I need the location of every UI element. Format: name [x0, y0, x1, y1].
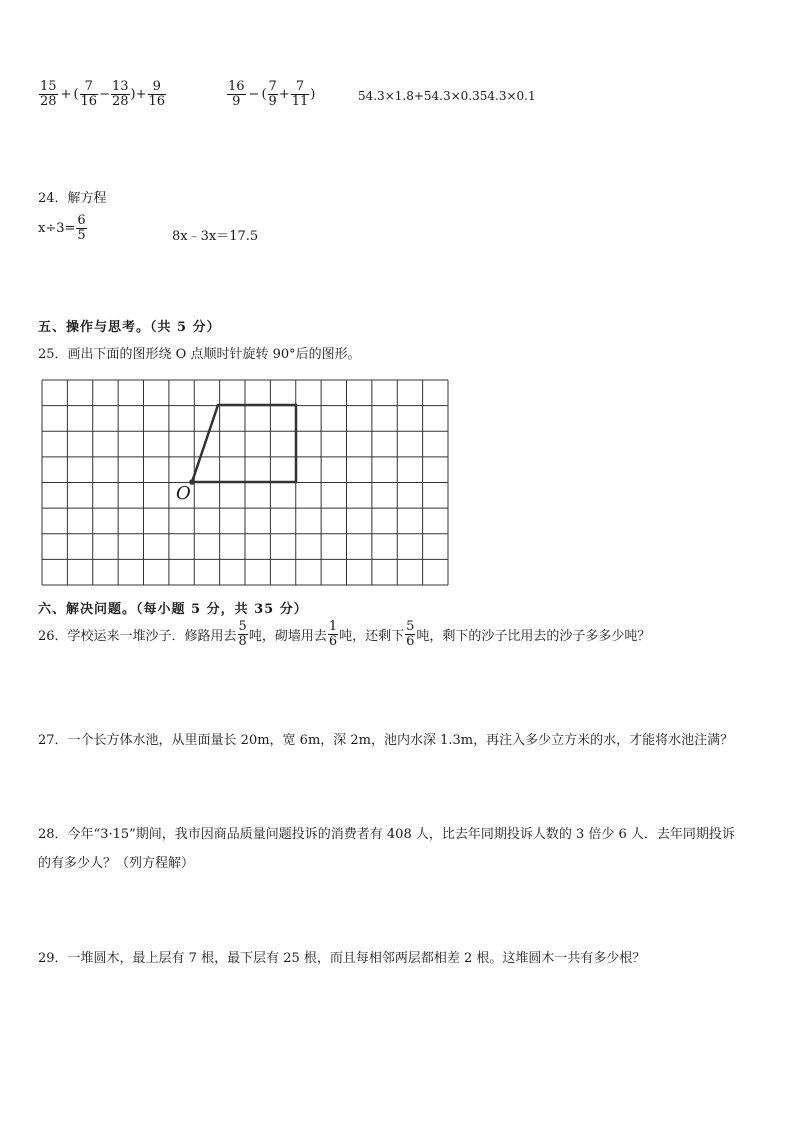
expression-3: 54.3×1.8+54.3×0.354.3×0.1	[358, 89, 536, 103]
fraction: $\frac{13}{28}$	[111, 79, 129, 110]
fraction: $\frac{7}{9}$	[268, 79, 277, 110]
fraction: $\frac{5}{6}$	[406, 619, 415, 650]
point-o-label: O	[176, 483, 191, 504]
equation-2: 8x﹣3x＝17.5	[172, 229, 259, 244]
question-29: 29．一堆圆木，最上层有 7 根，最下层有 25 根，而且每相邻两层都相差 2 根。这堆圆木一共有多少根？	[38, 951, 646, 966]
fraction: $\frac{15}{28}$	[40, 79, 57, 110]
fraction: $\frac{5}{8}$	[238, 619, 247, 650]
section-6-title: 六、解决问题。（每小题 5 分，共 35 分）	[38, 602, 308, 617]
expression-2: $\frac{16}{9}$ − ( $\frac{7}{9}$ + $\frac{7}{11}$ )	[228, 79, 316, 110]
fraction: $\frac{16}{9}$	[228, 79, 245, 110]
question-27: 27．一个长方体水池，从里面量长 20m，宽 6m，深 2m，池内水深 1.3m，再注入多少立方米的水，才能将水池注满？	[38, 733, 734, 748]
fraction: $\frac{1}{6}$	[328, 619, 338, 650]
question-28-line-2: 的有多少人？（列方程解）	[38, 856, 195, 871]
expression-1: $\frac{15}{28}$ + ( $\frac{7}{16}$ − $\frac{13}{28}$ ) + $\frac{9}{16}$	[40, 79, 166, 110]
section-5-title: 五、操作与思考。（共 5 分）	[38, 320, 221, 335]
question-26: 26．学校运来一堆沙子．修路用去 $\frac{5}{8}$ 吨，砌墙用去 $\frac{1}{6}$ 吨，还剩下 $\frac{5}{6}$ 吨，剩下的沙子比用去的沙子多多少吨？	[38, 619, 651, 650]
trapezoid-shape	[192, 405, 296, 482]
equation-1: x÷3= $\frac{6}{5}$	[38, 213, 86, 244]
fraction: $\frac{7}{11}$	[291, 79, 309, 110]
rotation-grid	[40, 379, 450, 587]
question-25: 25．画出下面的图形绕 O 点顺时针旋转 90°后的图形。	[38, 347, 361, 362]
question-24-title: 24．解方程	[38, 191, 107, 206]
question-28-line-1: 28．今年“3·15”期间，我市因商品质量问题投诉的消费者有 408 人，比去年同期投诉人数的 3 倍少 6 人．去年同期投诉	[38, 827, 735, 842]
fraction: $\frac{7}{16}$	[80, 79, 98, 110]
fraction: $\frac{6}{5}$	[77, 213, 86, 244]
fraction: $\frac{9}{16}$	[148, 79, 166, 110]
